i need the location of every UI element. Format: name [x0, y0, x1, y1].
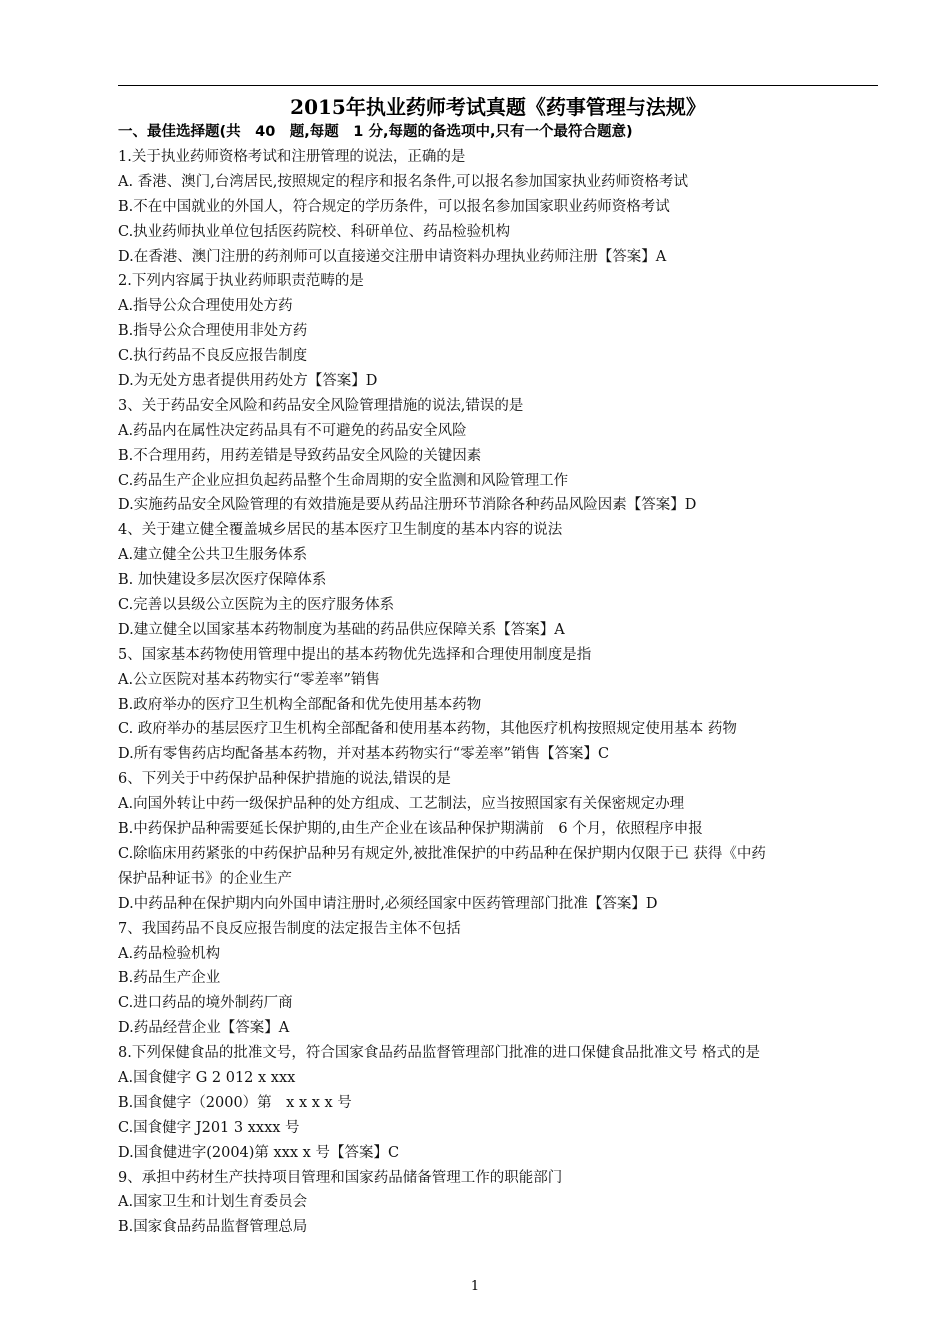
text-line: 8.下列保健食品的批准文号，符合国家食品药品监督管理部门批准的进口保健食品批准文号 格式的是 — [118, 1045, 760, 1062]
text-line: B.不在中国就业的外国人，符合规定的学历条件，可以报名参加国家职业药师资格考试 — [118, 198, 670, 215]
header-rule — [118, 85, 878, 86]
text-line: C.药品生产企业应担负起药品整个生命周期的安全监测和风险管理工作 — [118, 472, 569, 489]
text-line: B.药品生产企业 — [118, 970, 221, 987]
text-line: B. 加快建设多层次医疗保障体系 — [118, 572, 327, 589]
text-line: A.国食健字 G 2 012 x xxx — [118, 1069, 296, 1086]
text-line: D.中药品种在保护期内向外国申请注册时,必须经国家中医药管理部门批准【答案】D — [118, 895, 658, 912]
text-line: C.执行药品不良反应报告制度 — [118, 348, 308, 365]
document-title: 2015年执业药师考试真题《药事管理与法规》 — [290, 95, 706, 119]
text-line: 4、关于建立健全覆盖城乡居民的基本医疗卫生制度的基本内容的说法 — [118, 522, 563, 539]
text-line: 6、下列关于中药保护品种保护措施的说法,错误的是 — [118, 771, 451, 788]
text-line: B.不合理用药，用药差错是导致药品安全风险的关键因素 — [118, 447, 482, 464]
text-line: A.国家卫生和计划生育委员会 — [118, 1194, 308, 1211]
text-line: B.国家食品药品监督管理总局 — [118, 1219, 308, 1236]
text-line: D.药品经营企业【答案】A — [118, 1020, 290, 1037]
text-line: 5、国家基本药物使用管理中提出的基本药物优先选择和合理使用制度是指 — [118, 646, 592, 663]
text-line: C.执业药师执业单位包括医药院校、科研单位、药品检验机构 — [118, 223, 511, 240]
text-line: C.完善以县级公立医院为主的医疗服务体系 — [118, 597, 395, 614]
text-line: A.指导公众合理使用处方药 — [118, 298, 293, 315]
text-line: D.国食健进字(2004)第 xxx x 号【答案】C — [118, 1144, 400, 1161]
text-line: 保护品种证书》的企业生产 — [118, 870, 292, 887]
text-line: A.向国外转让中药一级保护品种的处方组成、工艺制法，应当按照国家有关保密规定办理 — [118, 796, 685, 813]
text-line: A. 香港、澳门,台湾居民,按照规定的程序和报名条件,可以报名参加国家执业药师资格考试 — [118, 173, 689, 190]
text-line: C.进口药品的境外制药厂商 — [118, 995, 293, 1012]
text-line: 7、我国药品不良反应报告制度的法定报告主体不包括 — [118, 920, 461, 937]
text-line: B.政府举办的医疗卫生机构全部配备和优先使用基本药物 — [118, 696, 482, 713]
text-line: B.国食健字（2000）第 x x x x 号 — [118, 1094, 352, 1111]
page-number: 1 — [470, 1279, 480, 1294]
text-line: A.药品检验机构 — [118, 945, 221, 962]
text-line: 3、关于药品安全风险和药品安全风险管理措施的说法,错误的是 — [118, 397, 524, 414]
text-line: B.指导公众合理使用非处方药 — [118, 323, 308, 340]
text-line: A.公立医院对基本药物实行“零差率”销售 — [118, 671, 380, 688]
text-line: D.所有零售药店均配备基本药物，并对基本药物实行“零差率”销售【答案】C — [118, 746, 610, 763]
text-line: B.中药保护品种需要延长保护期的,由生产企业在该品种保护期满前 6 个月，依照程序申报 — [118, 821, 703, 838]
text-line: C.国食健字 J201 3 xxxx 号 — [118, 1119, 300, 1136]
text-line: A.建立健全公共卫生服务体系 — [118, 547, 308, 564]
text-line: D.在香港、澳门注册的药剂师可以直接递交注册申请资料办理执业药师注册【答案】A — [118, 248, 667, 265]
question-list — [118, 145, 888, 1240]
text-line: A.药品内在属性决定药品具有不可避免的药品安全风险 — [118, 422, 467, 439]
text-line: C. 政府举办的基层医疗卫生机构全部配备和使用基本药物，其他医疗机构按照规定使用基本 药物 — [118, 721, 737, 738]
text-line: D.为无处方患者提供用药处方【答案】D — [118, 373, 378, 390]
text-line: C.除临床用药紧张的中药保护品种另有规定外,被批准保护的中药品种在保护期内仅限于已 获得《中药 — [118, 845, 766, 862]
text-line: 2.下列内容属于执业药师职责范畴的是 — [118, 273, 364, 290]
text-line: D.建立健全以国家基本药物制度为基础的药品供应保障关系【答案】A — [118, 621, 565, 638]
section-heading: 一、最佳选择题(共 40 题,每题 1 分,每题的备选项中,只有一个最符合题意) — [118, 124, 633, 140]
text-line: 1.关于执业药师资格考试和注册管理的说法，正确的是 — [118, 149, 466, 165]
text-line: D.实施药品安全风险管理的有效措施是要从药品注册环节消除各种药品风险因素【答案】D — [118, 497, 697, 514]
text-line: 9、承担中药材生产扶持项目管理和国家药品储备管理工作的职能部门 — [118, 1169, 563, 1186]
